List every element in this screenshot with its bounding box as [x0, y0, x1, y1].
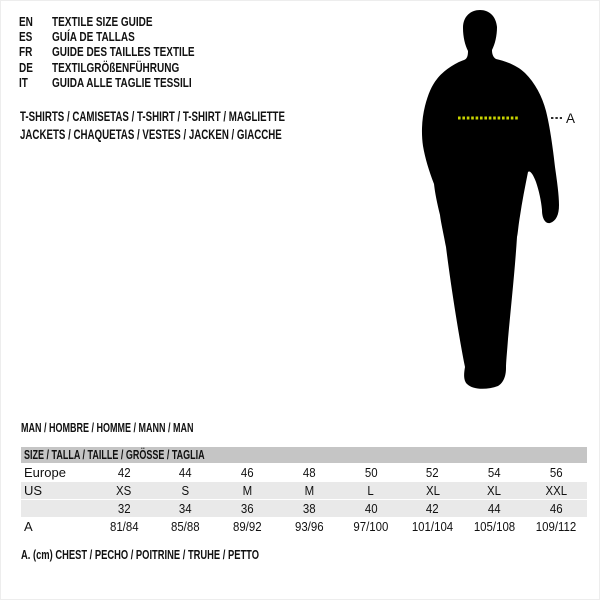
lang-code: EN — [19, 14, 33, 29]
figure-area — [401, 1, 599, 401]
section-heading-man: MAN / HOMBRE / HOMME / MANN / MAN — [21, 421, 194, 435]
measurement-footnote: A. (cm) CHEST / PECHO / POITRINE / TRUHE / PETTO — [21, 547, 260, 562]
size-table — [21, 446, 587, 536]
table-row-us: US XS S M M L XL XL XXL — [21, 482, 587, 499]
table-row-chest-a: A 81/84 85/88 89/92 93/96 97/100 101/104 105/108 109/112 — [21, 518, 587, 535]
language-list — [19, 14, 230, 90]
measure-label-a: A — [566, 111, 576, 126]
lang-label: TEXTILGRÖßENFÜHRUNG — [52, 60, 180, 75]
lang-row-en — [19, 14, 230, 29]
man-silhouette — [422, 10, 559, 389]
lang-row-de — [19, 60, 230, 75]
category-block — [20, 107, 388, 144]
row-label: A — [24, 519, 33, 534]
row-label: US — [21, 482, 93, 499]
category-line-tshirts: T-SHIRTS / CAMISETAS / T-SHIRT / T-SHIRT / MAGLIETTE — [20, 108, 285, 124]
lang-label: GUÍA DE TALLAS — [52, 29, 135, 44]
table-row-europe: Europe 42 44 46 48 50 52 54 56 — [21, 464, 587, 481]
lang-row-it — [19, 75, 230, 90]
size-table-header: SIZE / TALLA / TAILLE / GRÖSSE / TAGLIA — [21, 447, 587, 463]
row-label — [21, 500, 93, 517]
lang-code: FR — [19, 45, 33, 60]
category-line-jackets: JACKETS / CHAQUETAS / VESTES / JACKEN / GIACCHE — [20, 127, 282, 143]
lang-label: GUIDA ALLE TAGLIE TESSILI — [52, 75, 192, 90]
table-row-us-numeric: 32 34 36 38 40 42 44 46 — [21, 500, 587, 517]
lang-row-es — [19, 29, 230, 44]
man-silhouette-figure — [401, 1, 599, 401]
lang-label: TEXTILE SIZE GUIDE — [52, 14, 153, 29]
lang-label: GUIDE DES TAILLES TEXTILE — [52, 45, 195, 60]
row-label: Europe — [24, 465, 66, 480]
lang-code: ES — [19, 29, 33, 44]
lang-row-fr — [19, 45, 230, 60]
lang-code: IT — [19, 75, 28, 90]
size-table-header-row — [21, 447, 587, 463]
lang-code: DE — [19, 60, 33, 75]
